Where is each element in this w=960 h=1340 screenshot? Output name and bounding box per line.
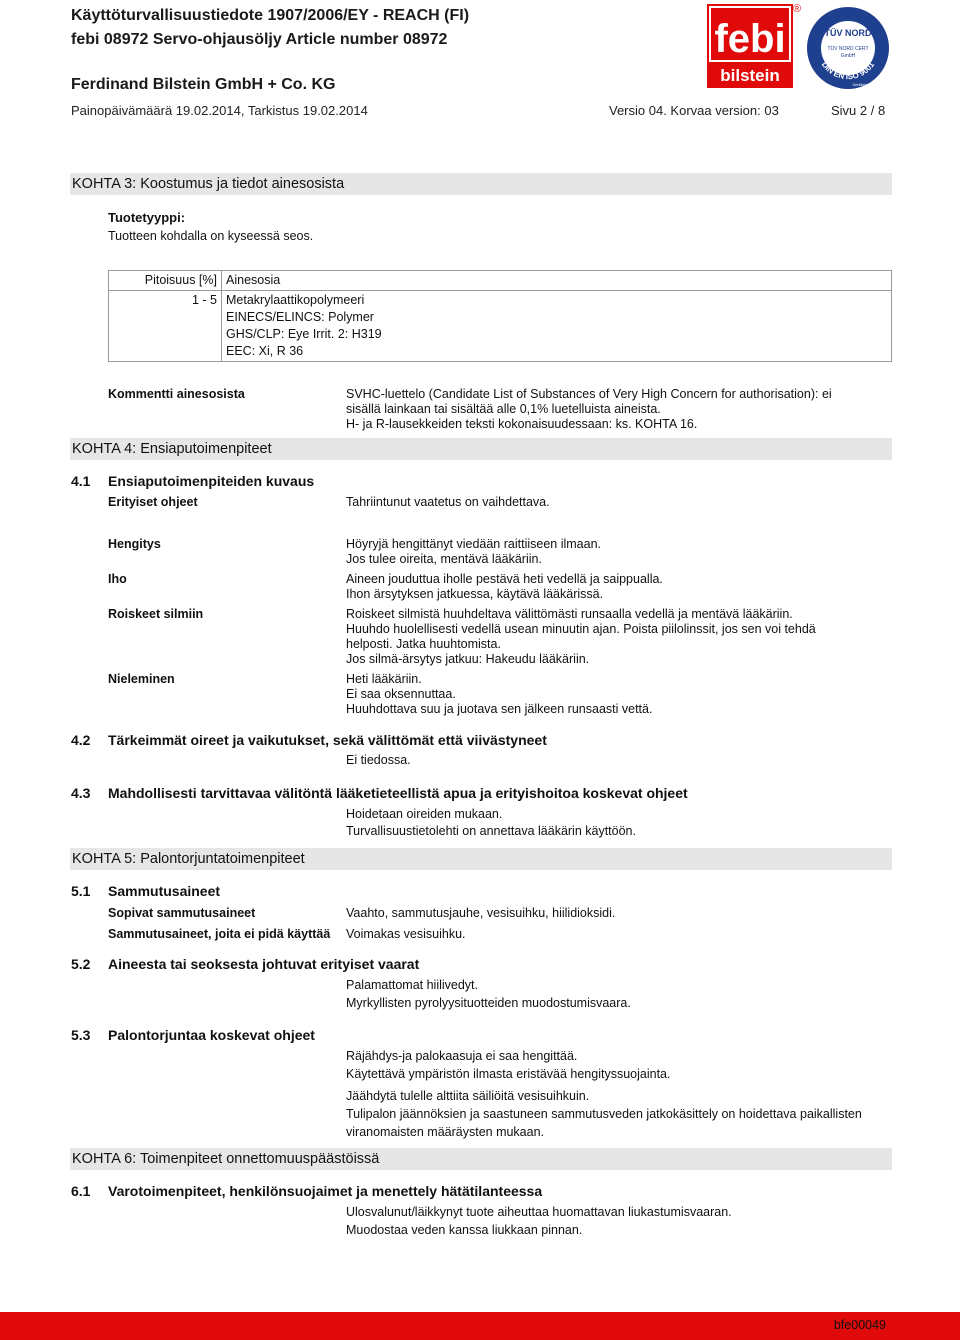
eye-line-3: helposti. Jatka huuhtomista. [346,637,501,651]
seal-mid2-text: GmbH [840,53,856,59]
footer-code: bfe00049 [833,1318,886,1332]
febi-bilstein-logo [707,4,793,88]
section-4-heading: KOHTA 4: Ensiaputoimenpiteet [70,438,892,460]
subsection-5-3-line-1: Räjähdys-ja palokaasuja ei saa hengittää. [346,1049,578,1063]
subsection-5-2-line-1: Palamattomat hiilivedyt. [346,978,479,992]
table-cell-ingredient [222,291,892,362]
document-title: Käyttöturvallisuustiedote 1907/2006/EY - REACH (FI) [71,7,470,24]
subsection-4-3-number: 4.3 [71,785,91,801]
subsection-5-2-title: Aineesta tai seoksesta johtuvat erityiset vaarat [108,956,420,972]
subsection-4-2-title: Tärkeimmät oireet ja vaikutukset, sekä välittömät että viivästyneet [108,732,547,748]
eye-line-4: Jos silmä-ärsytys jatkuu: Hakeudu lääkäriin. [346,652,590,666]
seal-top-text: TÜV NORD [824,28,872,38]
special-instructions-label: Erityiset ohjeet [108,495,198,509]
subsection-5-3-line-3: Jäähdytä tulelle alttiita säiliöitä vesisuihkuin. [346,1089,590,1103]
registered-mark: ® [793,3,802,15]
subsection-5-3-line-4: Tulipalon jäännöksien ja saastuneen sammutusveden jatkokäsittely on hoidettava paikallisten [346,1107,862,1121]
inhalation-label: Hengitys [108,537,161,551]
composition-table [108,270,892,362]
product-type-value: Tuotteen kohdalla on kyseessä seos. [108,229,314,243]
unsuitable-media-label: Sammutusaineet, joita ei pidä käyttää [108,927,331,941]
inhalation-line-1: Höyryjä hengittänyt viedään raittiiseen ilmaan. [346,537,601,551]
footer-bar [0,1312,960,1340]
subsection-6-1-line-1: Ulosvalunut/läikkynyt tuote aiheuttaa huomattavan liukastumisvaaran. [346,1205,732,1219]
ingestion-line-1: Heti lääkäriin. [346,672,422,686]
subsection-5-1-title: Sammutusaineet [108,883,221,899]
subsection-4-3-line-2: Turvallisuustietolehti on annettava lääkärin käyttöön. [346,824,636,838]
eye-line-1: Roiskeet silmistä huuhdeltava välittömästi runsaalla vedellä ja mentävä lääkäriin. [346,607,793,621]
product-type-label: Tuotetyyppi: [108,210,186,225]
comment-label: Kommentti ainesosista [108,387,245,401]
ingestion-label: Nieleminen [108,672,175,686]
seal-mid-text: TÜV NORD CERT [827,46,869,52]
comment-line-1: SVHC-luettelo (Candidate List of Substances of Very High Concern for authorisation): ei [346,387,832,401]
suitable-media-label: Sopivat sammutusaineet [108,906,256,920]
subsection-4-2-value: Ei tiedossa. [346,753,411,767]
subsection-4-3-title: Mahdollisesti tarvittavaa välitöntä lääketieteellistä apua ja erityishoitoa koskevat ohjeet [108,785,688,801]
ingredient-einecs: EINECS/ELINCS: Polymer [226,310,374,324]
subsection-5-1-number: 5.1 [71,883,91,899]
eye-label: Roiskeet silmiin [108,607,204,621]
subsection-5-3-line-5: viranomaisten määräysten mukaan. [346,1125,545,1139]
table-cell-concentration: 1 - 5 [109,291,222,362]
product-title: febi 08972 Servo-ohjausöljy Article number 08972 [71,31,448,48]
eye-line-2: Huuhdo huolellisesti vedellä usean minuutin ajan. Poista piilolinssit, jos sen voi tehdä [346,622,816,636]
ingestion-line-2: Ei saa oksennuttaa. [346,687,456,701]
ingredient-eec: EEC: Xi, R 36 [226,344,304,358]
subsection-5-3-title: Palontorjuntaa koskevat ohjeet [108,1027,315,1043]
table-row [109,291,892,362]
table-header-ingredients: Ainesosia [222,271,892,291]
subsection-6-1-title: Varotoimenpiteet, henkilönsuojaimet ja menettely hätätilanteessa [108,1183,543,1199]
subsection-4-1-title: Ensiaputoimenpiteiden kuvaus [108,473,315,489]
section-5-heading: KOHTA 5: Palontorjuntatoimenpiteet [70,848,892,870]
subsection-5-3-number: 5.3 [71,1027,91,1043]
skin-line-1: Aineen jouduttua iholle pestävä heti vedellä ja saippualla. [346,572,663,586]
section-6-heading: KOHTA 6: Toimenpiteet onnettomuuspäästöissä [70,1148,892,1170]
subsection-4-3-line-1: Hoidetaan oireiden mukaan. [346,807,503,821]
subsection-6-1-number: 6.1 [71,1183,91,1199]
inhalation-line-2: Jos tulee oireita, mentävä lääkäriin. [346,552,542,566]
table-header-concentration: Pitoisuus [%] [109,271,222,291]
subsection-4-1-number: 4.1 [71,473,91,489]
unsuitable-media-value: Voimakas vesisuihku. [346,927,466,941]
company-name: Ferdinand Bilstein GmbH + Co. KG [71,76,336,93]
ingestion-line-3: Huuhdottava suu ja juotava sen jälkeen runsaasti vettä. [346,702,653,716]
subsection-5-3-line-2: Käytettävä ympäristön ilmasta eristävää hengityssuojainta. [346,1067,671,1081]
skin-label: Iho [108,572,127,586]
special-instructions-value: Tahriintunut vaatetus on vaihdettava. [346,495,550,509]
subsection-5-2-line-2: Myrkyllisten pyrolyysituotteiden muodostumisvaara. [346,996,631,1010]
skin-line-2: Ihon ärsytyksen jatkuessa, käytävä lääkärissä. [346,587,604,601]
version-info: Versio 04. Korvaa version: 03 [609,103,779,118]
subsection-4-2-number: 4.2 [71,732,91,748]
subsection-5-2-number: 5.2 [71,956,91,972]
page-number: Sivu 2 / 8 [831,103,886,118]
table-header-row [109,271,892,291]
seal-ring-text: DIN EN ISO 9001 [819,60,877,82]
logo-text-bottom: bilstein [720,66,780,85]
print-date: Painopäivämäärä 19.02.2014, Tarkistus 19.02.2014 [71,103,368,118]
logo-text-top: febi [714,17,786,61]
comment-line-3: H- ja R-lausekkeiden teksti kokonaisuudessaan: ks. KOHTA 16. [346,417,698,431]
section-3-heading: KOHTA 3: Koostumus ja tiedot ainesosista [70,173,892,195]
suitable-media-value: Vaahto, sammutusjauhe, vesisuihku, hiilidioksidi. [346,906,616,920]
tuv-certification-seal [806,6,890,90]
subsection-6-1-line-2: Muodostaa veden kanssa liukkaan pinnan. [346,1223,583,1237]
ingredient-name: Metakrylaattikopolymeeri [226,293,365,307]
comment-line-2: sisällä lainkaan tai sisältää alle 0,1% luetelluista aineista. [346,402,661,416]
seal-bottom-text: Zertifizierung [852,82,876,87]
ingredient-ghs: GHS/CLP: Eye Irrit. 2: H319 [226,327,382,341]
